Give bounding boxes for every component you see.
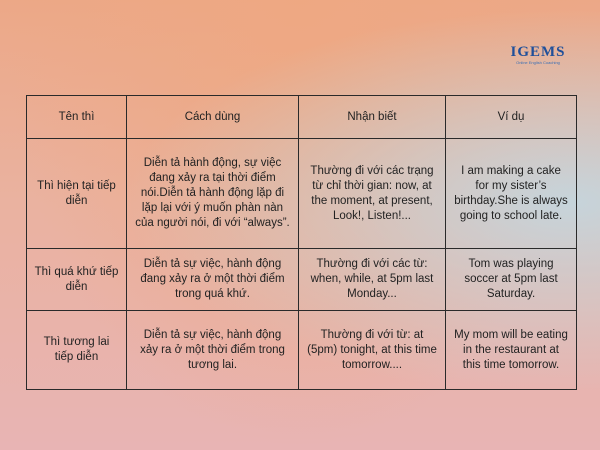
tenses-table: [26, 95, 577, 390]
brand-logo: [506, 44, 570, 65]
cell-signal-words: Thường đi với từ: at (5pm) tonight, at this time tomorrow....: [299, 311, 446, 390]
cell-example: I am making a cake for my sister’s birthday.She is always going to school late.: [446, 139, 577, 249]
cell-example: My mom will be eating in the restaurant at this time tomorrow.: [446, 311, 577, 390]
header-signal-words: Nhận biết: [299, 96, 446, 139]
cell-signal-words: Thường đi với các trạng từ chỉ thời gian: now, at the moment, at present, Look!, Listen!...: [299, 139, 446, 249]
cell-usage: Diễn tả sự việc, hành động xảy ra ở một thời điểm trong tương lai.: [127, 311, 299, 390]
table-row: [27, 249, 577, 311]
table-header-row: [27, 96, 577, 139]
cell-tense-name: Thì tương lai tiếp diễn: [27, 311, 127, 390]
brand-name: IGEMS: [510, 44, 566, 60]
cell-signal-words: Thường đi với các từ: when, while, at 5pm last Monday...: [299, 249, 446, 311]
cell-usage: Diễn tả hành động, sự việc đang xảy ra tại thời điểm nói.Diễn tả hành động lặp đi lặp lại với ý muốn phàn nàn của người nói, đi với “always”.: [127, 139, 299, 249]
cell-tense-name: Thì hiện tại tiếp diễn: [27, 139, 127, 249]
cell-tense-name: Thì quá khứ tiếp diễn: [27, 249, 127, 311]
cell-example: Tom was playing soccer at 5pm last Saturday.: [446, 249, 577, 311]
table-row: [27, 139, 577, 249]
header-example: Ví dụ: [446, 96, 577, 139]
table-row: [27, 311, 577, 390]
brand-tagline: Online English Coaching: [516, 60, 560, 65]
header-usage: Cách dùng: [127, 96, 299, 139]
cell-usage: Diễn tả sự việc, hành động đang xảy ra ở một thời điểm trong quá khứ.: [127, 249, 299, 311]
header-tense-name: Tên thì: [27, 96, 127, 139]
